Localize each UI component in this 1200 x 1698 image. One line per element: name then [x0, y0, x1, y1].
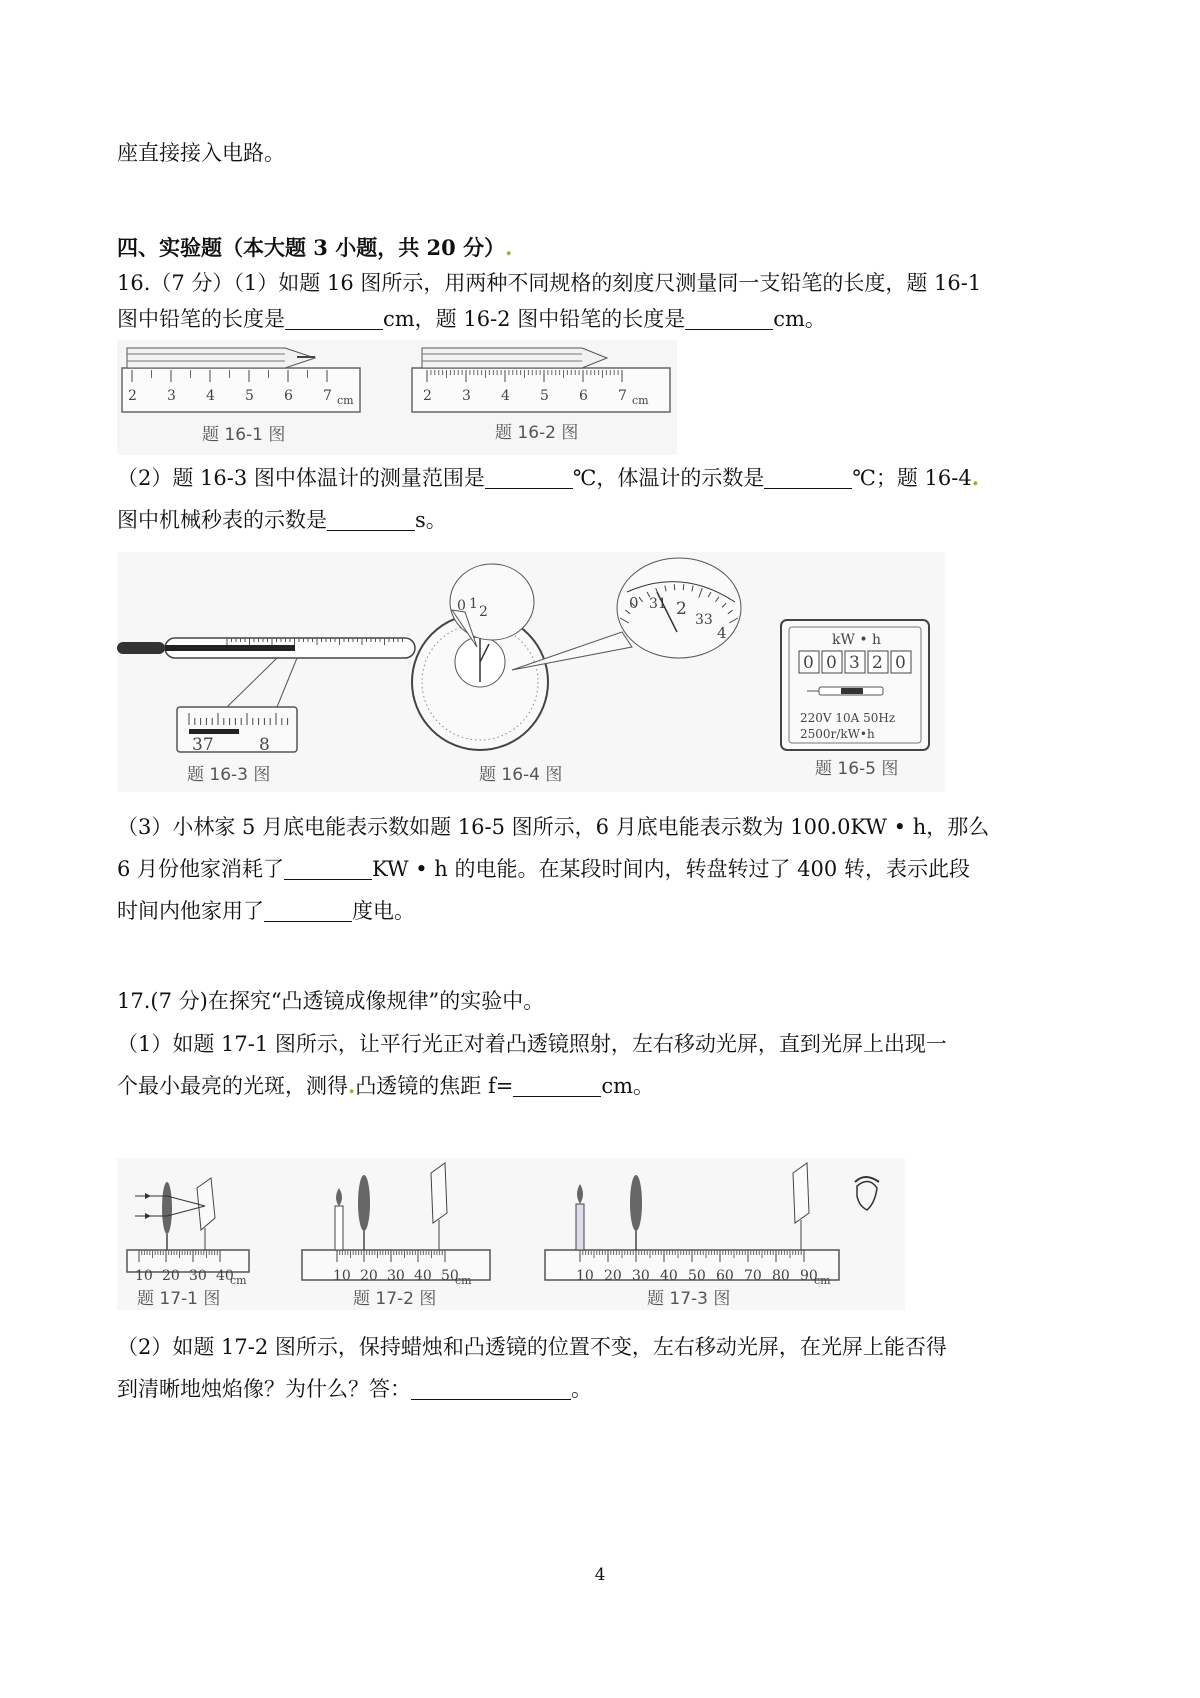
- q17-part1-line2: 个最小最亮的光斑，测得.凸透镜的焦距 f= cm。: [117, 1073, 655, 1098]
- ruler-unit: cm: [814, 1274, 831, 1287]
- ruler-tick-label: 10: [333, 1268, 351, 1284]
- q17-part2-line1: （2）如题 17-2 图所示，保持蜡烛和凸透镜的位置不变，左右移动光屏，在光屏上能否得: [117, 1335, 947, 1359]
- ruler-tick-label: 30: [387, 1268, 405, 1284]
- q16-part3-line3: 时间内他家用了 度电。: [117, 899, 415, 923]
- fig-caption: 题 16-5 图: [815, 759, 899, 779]
- ruler-tick-label: 30: [632, 1268, 650, 1284]
- stopwatch-small-label: 0: [457, 598, 466, 614]
- q16-line1: 16.（7 分）（1）如题 16 图所示，用两种不同规格的刻度尺测量同一支铅笔的长度，题 16-1: [117, 271, 982, 295]
- fig-caption: 题 16-3 图: [187, 765, 271, 785]
- ruler-tick-label: 50: [688, 1268, 706, 1284]
- ruler-tick-label: 4: [501, 388, 510, 404]
- q17-line1: 17.(7 分)在探究“凸透镜成像规律”的实验中。: [117, 989, 545, 1013]
- instrument-figures: [117, 552, 945, 792]
- ruler-unit: cm: [337, 394, 354, 407]
- meter-digit: 0: [803, 653, 814, 673]
- fig-caption: 题 17-1 图: [137, 1289, 221, 1309]
- ruler-tick-label: 2: [128, 388, 137, 404]
- answer-blank[interactable]: [513, 1074, 601, 1097]
- ruler-tick-label: 6: [284, 388, 293, 404]
- fig-caption: 题 17-3 图: [647, 1289, 731, 1309]
- ruler-tick-label: 20: [162, 1268, 180, 1284]
- ruler-unit: cm: [230, 1274, 247, 1287]
- answer-blank[interactable]: [285, 307, 383, 330]
- answer-blank[interactable]: [327, 508, 415, 531]
- ruler-tick-label: 50: [441, 1268, 459, 1284]
- ruler-tick-label: 7: [323, 388, 332, 404]
- stopwatch-big-label: 4: [717, 624, 727, 642]
- ruler-tick-label: 7: [618, 388, 627, 404]
- fig-caption: 题 16-1 图: [202, 425, 286, 445]
- thermo-label: 8: [259, 735, 270, 755]
- ruler-tick-label: 6: [579, 388, 588, 404]
- q16-part3-line2: 6 月份他家消耗了 KW • h 的电能。在某段时间内，转盘转过了 400 转，表示此段: [117, 857, 970, 881]
- ruler-tick-label: 90: [800, 1268, 818, 1284]
- stopwatch-big-label: 31: [649, 596, 667, 612]
- q16-part2-line2: 图中机械秒表的示数是 s。: [117, 508, 447, 532]
- ruler-tick-label: 10: [135, 1268, 153, 1284]
- ruler-tick-label: 2: [423, 388, 432, 404]
- meter-spec: 2500r/kW•h: [800, 727, 875, 741]
- answer-blank[interactable]: [485, 466, 573, 489]
- thermo-label: 37: [192, 735, 214, 755]
- stopwatch-small-label: 2: [479, 604, 488, 620]
- ruler-unit: cm: [632, 394, 649, 407]
- ruler-tick-label: 5: [540, 388, 549, 404]
- answer-blank[interactable]: [264, 899, 352, 922]
- meter-unit: kW • h: [832, 632, 882, 648]
- ruler-tick-label: 40: [216, 1268, 234, 1284]
- stopwatch-big-label: 2: [676, 599, 687, 619]
- ruler-tick-label: 4: [206, 388, 215, 404]
- ruler-tick-label: 3: [462, 388, 471, 404]
- q16-part2-line1: （2）题 16-3 图中体温计的测量范围是 ℃，体温计的示数是 ℃；题 16-4.: [117, 465, 980, 490]
- fig-caption: 题 16-2 图: [495, 423, 579, 443]
- fig-caption: 题 17-2 图: [353, 1289, 437, 1309]
- q16-line2: 图中铅笔的长度是 cm，题 16-2 图中铅笔的长度是 cm。: [117, 307, 826, 331]
- meter-digit: 0: [826, 653, 837, 673]
- ruler-tick-label: 40: [660, 1268, 678, 1284]
- ruler-tick-label: 30: [189, 1268, 207, 1284]
- meter-digit: 0: [895, 653, 906, 673]
- q17-part2-line2: 到清晰地烛焰像？为什么？答： 。: [117, 1377, 592, 1401]
- page-number: 4: [594, 1565, 606, 1585]
- meter-digit: 3: [849, 653, 860, 673]
- answer-blank[interactable]: [685, 307, 773, 330]
- ruler-tick-label: 80: [772, 1268, 790, 1284]
- stopwatch-small-label: 1: [469, 596, 478, 612]
- ruler-figures: [117, 340, 677, 455]
- optical-bench-figures: [117, 1158, 905, 1310]
- meter-spec: 220V 10A 50Hz: [800, 711, 896, 725]
- ruler-tick-label: 40: [414, 1268, 432, 1284]
- stopwatch-big-label: 33: [695, 612, 713, 628]
- fig-caption: 题 16-4 图: [479, 765, 563, 785]
- ruler-tick-label: 10: [576, 1268, 594, 1284]
- ruler-tick-label: 20: [604, 1268, 622, 1284]
- answer-blank[interactable]: [411, 1377, 571, 1400]
- section-heading: 四、实验题（本大题 3 小题，共 20 分）.: [117, 235, 513, 260]
- ruler-tick-label: 3: [167, 388, 176, 404]
- ruler-tick-label: 20: [360, 1268, 378, 1284]
- q16-part3-line1: （3）小林家 5 月底电能表示数如题 16-5 图所示，6 月底电能表示数为 100.0KW • h，那么: [117, 815, 990, 839]
- ruler-unit: cm: [455, 1274, 472, 1287]
- intro-line: 座直接接入电路。: [117, 141, 285, 165]
- stopwatch-big-label: 0: [629, 594, 639, 612]
- answer-blank[interactable]: [284, 857, 372, 880]
- ruler-tick-label: 5: [245, 388, 254, 404]
- q17-part1-line1: （1）如题 17-1 图所示，让平行光正对着凸透镜照射，左右移动光屏，直到光屏上出现一: [117, 1032, 947, 1056]
- ruler-tick-label: 60: [716, 1268, 734, 1284]
- ruler-tick-label: 70: [744, 1268, 762, 1284]
- meter-digit: 2: [872, 653, 883, 673]
- answer-blank[interactable]: [764, 466, 852, 489]
